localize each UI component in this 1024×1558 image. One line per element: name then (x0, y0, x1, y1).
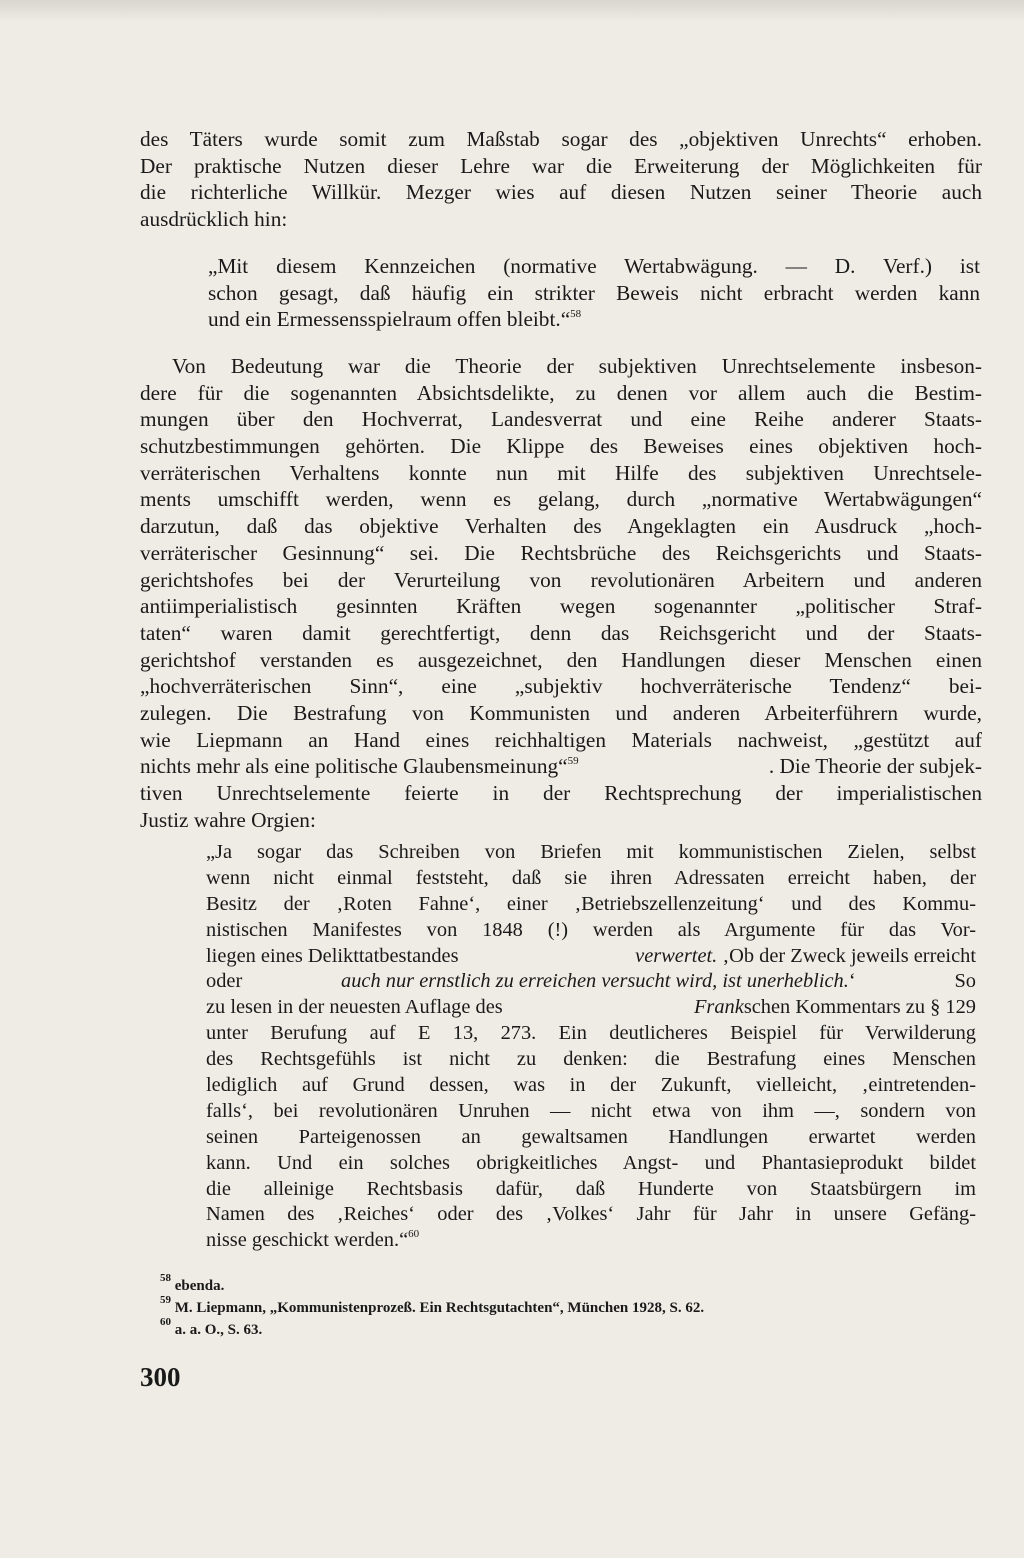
footnotes (160, 1272, 980, 1341)
footnote-ref-58: 58 (570, 308, 582, 321)
text-run: . Die Theorie der subjek- (768, 754, 982, 779)
paragraph-2 (140, 353, 982, 833)
text-line (206, 995, 976, 1021)
text-line: Namen des ‚Reiches‘ oder des ‚Volkes‘ Jahr für Jahr in unsere Gefäng- (206, 1203, 976, 1226)
text-line: wie Liepmann an Hand eines reichhaltigen Materials nachweist, „gestützt auf (140, 727, 982, 752)
footnote-ref-59: 59 (567, 755, 579, 768)
text-line: verräterischen Verhaltens konnte nun mit Hilfe des subjektiven Unrechtsele- (140, 460, 982, 485)
text-line: Justiz wahre Orgien: (140, 807, 316, 832)
text-line (206, 969, 976, 995)
text-line: seinen Parteigenossen an gewaltsamen Handlungen erwartet werden (206, 1125, 976, 1148)
footnote-text: M. Liepmann, „Kommunistenprozeß. Ein Rechtsgutachten“, München 1928, S. 62. (171, 1300, 705, 1316)
text-line: des Täters wurde somit zum Maßstab sogar des „objektiven Unrechts“ erhoben. (140, 127, 982, 151)
text-line: verräterischer Gesinnung“ sei. Die Rechtsbrüche des Reichsgerichts und Staats- (140, 540, 982, 565)
footnote (160, 1272, 980, 1297)
text-line: gerichtshof verstanden es ausgezeichnet, den Handlungen dieser Menschen einen (140, 647, 982, 672)
text-run: liegen eines Delikttatbestandes (206, 944, 459, 967)
footnote-number: 58 (160, 1272, 171, 1284)
footnote (160, 1294, 980, 1319)
footnote-number: 59 (160, 1294, 171, 1306)
text-line: „Mit diesem Kennzeichen (normative Wertabwägung. — D. Verf.) ist (208, 254, 980, 278)
line-start (140, 753, 579, 780)
text-line: Von Bedeutung war die Theorie der subjektiven Unrechtselemente insbeson- (172, 354, 982, 378)
text-line: „hochverräterischen Sinn“, eine „subjektiv hochverräterische Tendenz“ bei- (140, 674, 982, 699)
text-line: schutzbestimmungen gehörten. Die Klippe des Beweises eines objektiven hoch- (140, 434, 982, 459)
text-line: ments umschifft werden, wenn es gelang, durch „normative Wertabwägungen“ (140, 487, 982, 512)
text-run: zu lesen in der neuesten Auflage des (206, 996, 503, 1019)
text-line (140, 753, 982, 780)
text-line: unter Berufung auf E 13, 273. Ein deutlicheres Beispiel für Verwilderung (206, 1022, 976, 1045)
paragraph-1 (140, 126, 982, 233)
line-end (694, 995, 976, 1021)
line-end (635, 944, 976, 970)
quote-text: nisse geschickt werden.“ (206, 1229, 409, 1252)
text-run: oder (206, 970, 243, 993)
text-line: des Rechtsgefühls ist nicht zu denken: die Bestrafung eines Menschen (206, 1048, 976, 1071)
italic-emphasis: Frank (693, 996, 744, 1019)
text-line: antiimperialistisch gesinnten Kräften wegen sogenannter „politischer Straf- (140, 594, 982, 619)
text-line: Der praktische Nutzen dieser Lehre war die Erweiterung der Möglichkeiten für (140, 153, 982, 178)
block-quote-1 (208, 253, 980, 333)
text-line: die alleinige Rechtsbasis dafür, daß Hunderte von Staatsbürgern im (206, 1177, 976, 1200)
text-run: schen Kommentars zu § 129 (743, 996, 976, 1019)
text-line: darzutun, daß das objektive Verhalten des Angeklagten ein Ausdruck „hoch- (140, 514, 982, 539)
footnote-ref-60: 60 (408, 1228, 420, 1241)
text-line: falls‘, bei revolutionären Unruhen — nicht etwa von ihm —, sondern von (206, 1099, 976, 1122)
text-line: gerichtshofes bei der Verurteilung von revolutionären Arbeitern und anderen (140, 567, 982, 592)
text-line: ausdrücklich hin: (140, 207, 288, 232)
text-line (206, 944, 976, 970)
text-line: taten“ waren damit gerechtfertigt, denn das Reichsgericht und der Staats- (140, 620, 982, 645)
italic-emphasis: auch nur ernstlich zu erreichen versucht wird, ist unerheblich. (341, 970, 849, 993)
text-line: „Ja sogar das Schreiben von Briefen mit kommunistischen Zielen, selbst (206, 841, 976, 863)
text-line: dere für die sogenannten Absichtsdelikte, zu denen vor allem auch die Bestim- (140, 380, 982, 405)
quote-text: und ein Ermessensspielraum offen bleibt.“ (208, 307, 571, 332)
text-line: kann. Und ein solches obrigkeitliches Angst- und Phantasieprodukt bildet (206, 1151, 976, 1174)
text-run: ‚Ob der Zweck jeweils erreicht (717, 944, 976, 967)
block-quote-2 (206, 840, 976, 1254)
line-end (341, 969, 856, 995)
footnote-text: a. a. O., S. 63. (171, 1322, 263, 1338)
footnote-text: ebenda. (171, 1278, 225, 1294)
text-line: mungen über den Hochverrat, Landesverrat und eine Reihe anderer Staats- (140, 407, 982, 432)
footnote-number: 60 (160, 1316, 171, 1328)
text-run: So (954, 970, 976, 993)
page-number: 300 (140, 1362, 181, 1392)
text-run: ‘ (848, 970, 856, 993)
text-line (208, 306, 980, 333)
text-line: wenn nicht einmal feststeht, daß sie ihren Adressaten erreicht haben, der (206, 866, 976, 889)
text-line: tiven Unrechtselemente feierte in der Rechtsprechung der imperialistischen (140, 781, 982, 805)
text-run: nichts mehr als eine politische Glaubensmeinung“ (140, 754, 568, 779)
text-line: schon gesagt, daß häufig ein strikter Beweis nicht erbracht werden kann (208, 280, 980, 305)
italic-emphasis: verwertet. (635, 944, 718, 967)
text-line: Besitz der ‚Roten Fahne‘, einer ‚Betriebszellenzeitung‘ und des Kommu- (206, 892, 976, 915)
page-top-edge (0, 0, 1024, 22)
footnote (160, 1316, 980, 1341)
text-line: die richterliche Willkür. Mezger wies auf diesen Nutzen seiner Theorie auch (140, 180, 982, 205)
text-line: lediglich auf Grund dessen, was in der Zukunft, vielleicht, ‚eintretenden- (206, 1074, 976, 1097)
text-line (206, 1228, 976, 1254)
text-line: nistischen Manifestes von 1848 (!) werden als Argumente für das Vor- (206, 918, 976, 941)
text-line: zulegen. Die Bestrafung von Kommunisten und anderen Arbeiterführern wurde, (140, 700, 982, 725)
